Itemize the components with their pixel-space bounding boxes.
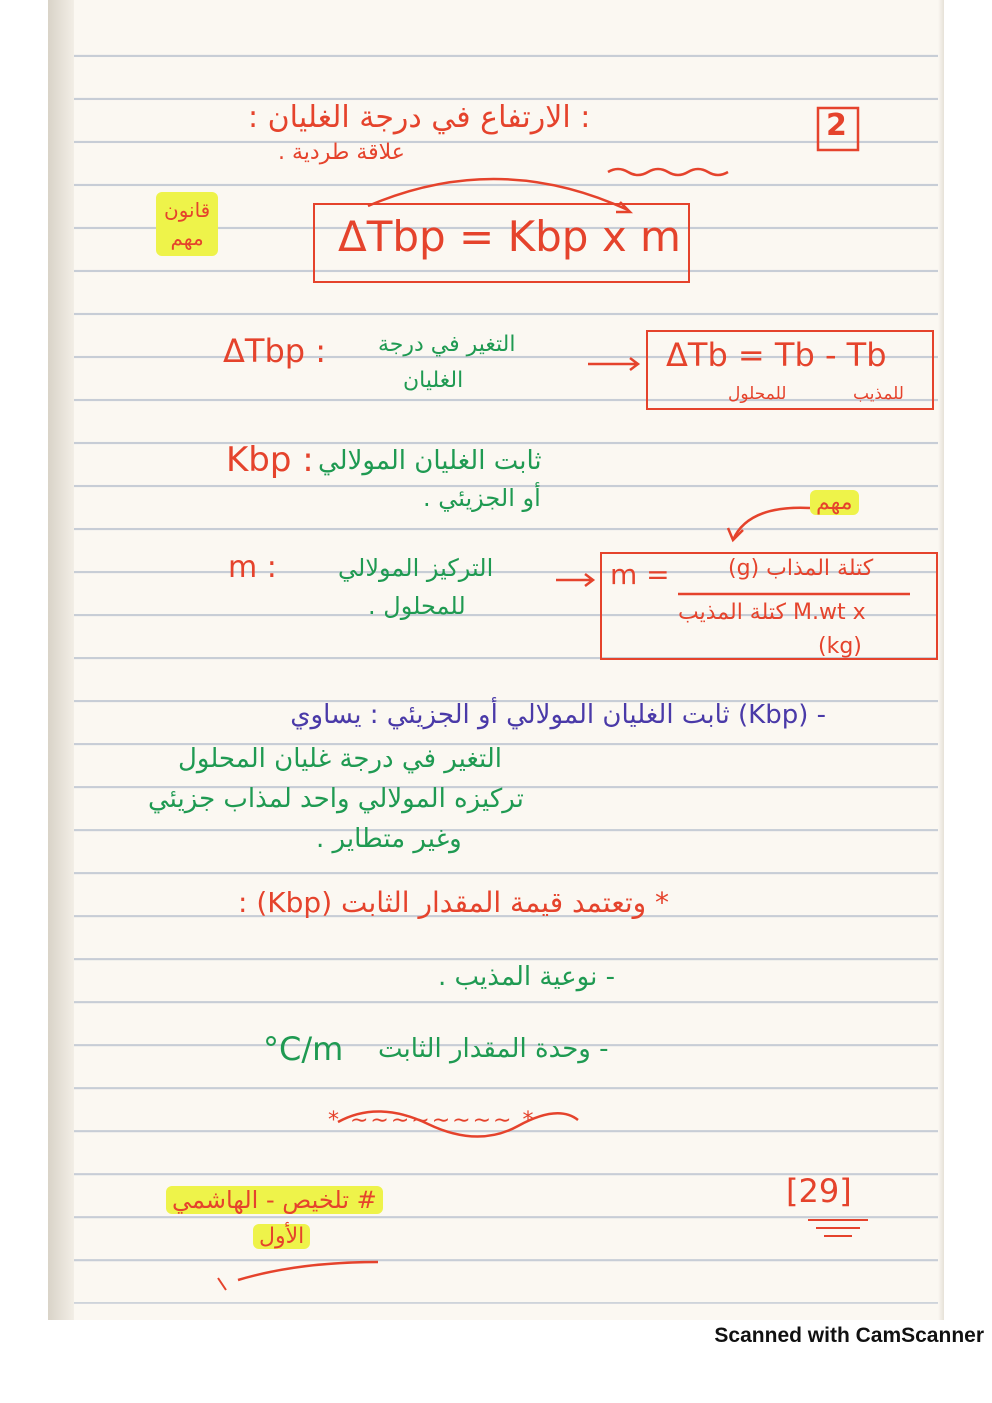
depends-item-2: - وحدة المقدار الثابت: [378, 1034, 609, 1064]
section-number: 2: [826, 108, 847, 143]
depends-item-1: - نوعية المذيب .: [438, 962, 615, 992]
kbp-definition-line2: التغير في درجة غليان المحلول: [178, 744, 502, 774]
important-law-tag: قانون مهم: [156, 192, 218, 256]
important-arrow: [733, 508, 810, 540]
m-numerator: كتلة المذاب (g): [728, 556, 874, 581]
title-underline: [608, 169, 728, 175]
delta-definition-1: التغير في درجة: [378, 332, 516, 357]
notebook-page: [48, 0, 944, 1320]
important-mark: مهم: [810, 490, 859, 515]
delta-arrow: [588, 358, 638, 370]
summary-tag: # تلخيص - الهاشمي: [166, 1186, 383, 1214]
m-equals: m =: [610, 558, 670, 591]
summary-tag-2: الأول: [253, 1224, 310, 1249]
main-formula: ΔTbp = Kbp x m: [338, 212, 681, 261]
m-denominator-unit: (kg): [818, 634, 862, 659]
delta-formula: ΔTb = Tb - Tb: [666, 336, 887, 374]
k-definition-1: ثابت الغليان المولالي: [318, 446, 542, 476]
m-denominator: M.wt x كتلة المذيب: [678, 600, 866, 625]
delta-label: ΔTbp :: [223, 332, 327, 370]
k-definition-2: أو الجزيئي .: [423, 484, 541, 512]
m-definition-1: التركيز المولالي: [338, 554, 494, 582]
k-label: Kbp :: [226, 440, 314, 480]
section-title: : الارتفاع في درجة الغليان :: [248, 100, 591, 135]
depends-title: * وتعتمد قيمة المقدار الثابت (Kbp) :: [238, 886, 670, 919]
section-separator: * ∼∼∼∼∼∼∼∼ *: [328, 1108, 536, 1133]
kbp-definition-line4: وغير متطاير .: [316, 824, 462, 854]
scanner-watermark: Scanned with CamScanner: [714, 1324, 984, 1347]
delta-subscript-solvent: للمذيب: [853, 384, 904, 404]
m-definition-2: للمحلول .: [368, 592, 466, 620]
m-label: m :: [228, 550, 277, 585]
delta-subscript-solution: للمحلول: [728, 384, 787, 404]
section-subtitle: علاقة طردية .: [278, 140, 405, 165]
delta-definition-2: الغليان: [403, 368, 464, 393]
m-arrow: [556, 574, 593, 586]
page-number: [29]: [786, 1172, 852, 1210]
depends-item-2-unit: °C/m: [263, 1030, 344, 1068]
kbp-definition-line1: - (Kbp) ثابت الغليان المولالي أو الجزيئي : يساوي: [290, 700, 826, 730]
kbp-definition-line3: تركيزه المولالي واحد لمذاب جزيئي: [148, 784, 524, 814]
